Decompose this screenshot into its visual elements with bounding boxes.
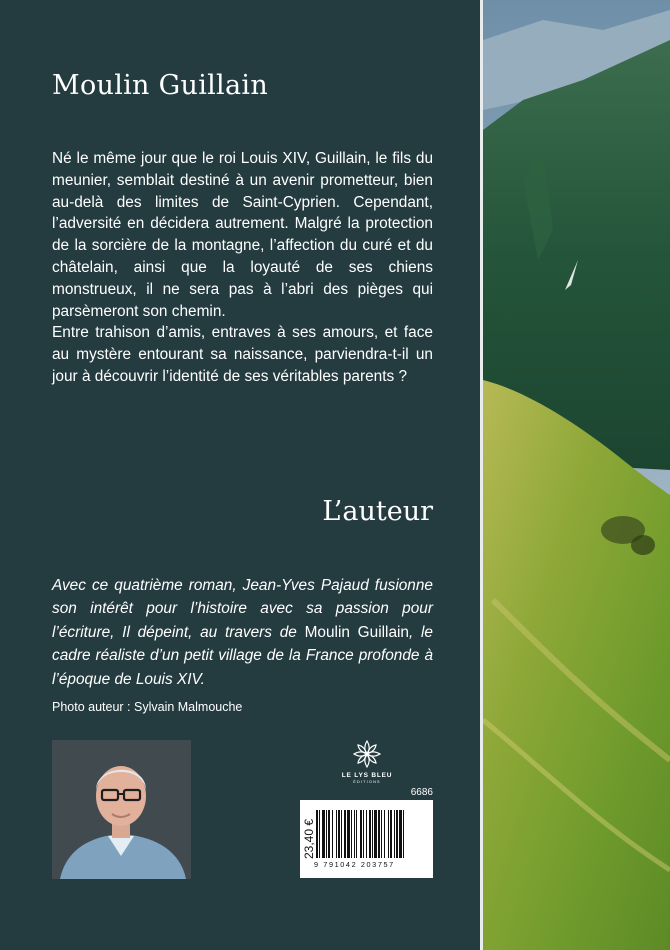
barcode-bar <box>369 810 371 858</box>
barcode <box>314 810 427 860</box>
landscape-photo <box>483 0 670 950</box>
barcode-bar <box>384 810 385 858</box>
price-label: 23,40 € <box>302 818 316 860</box>
barcode-bar <box>347 810 350 858</box>
barcode-bar <box>316 810 318 858</box>
book-title: Moulin Guillain <box>52 70 269 101</box>
barcode-bar <box>354 810 355 858</box>
barcode-bar <box>336 810 337 858</box>
photo-credit: Photo auteur : Sylvain Malmouche <box>52 700 243 714</box>
author-bio-book-title: Moulin Guillain <box>304 623 409 641</box>
barcode-bar <box>381 810 382 858</box>
barcode-box <box>300 800 433 878</box>
barcode-bar <box>378 810 380 858</box>
barcode-bar <box>319 810 320 858</box>
barcode-bar <box>344 810 346 858</box>
author-bio-text: , le cadre réaliste d’un petit village de la France profonde à l’époque de Louis XIV. <box>52 623 433 688</box>
ean-number: 9 791042 203757 <box>314 860 395 869</box>
barcode-bar <box>372 810 373 858</box>
barcode-bar <box>338 810 340 858</box>
barcode-bar <box>322 810 325 858</box>
synopsis-paragraph: Né le même jour que le roi Louis XIV, Guillain, le fils du meunier, semblait destiné à un avenir prometteur, bien au-delà des limites de Saint-Cyprien. Cependant, l’adversité en décidera autrement. Malgré la protection de la sorcière de la montagne, l’affection du curé et du châtelain, ainsi que la loyauté de ses chiens monstrueux, il ne sera pas à l’abri des pièges qui parsèmeront son chemin. <box>52 150 433 320</box>
barcode-bar <box>399 810 402 858</box>
barcode-bar <box>356 810 357 858</box>
barcode-bar <box>360 810 362 858</box>
author-bio-text: Avec ce quatrième roman, Jean-Yves Pajaud fusionne son intérêt pour l’histoire avec sa passion pour l’écriture, Il dépeint, au travers de <box>52 577 433 641</box>
barcode-bar <box>374 810 377 858</box>
lily-flower-icon <box>351 738 383 770</box>
publisher-name: LE LYS BLEU <box>341 772 393 779</box>
barcode-bar <box>390 810 392 858</box>
publisher-sub: ÉDITIONS <box>353 780 381 784</box>
synopsis-paragraph: Entre trahison d’amis, entraves à ses amours, et face au mystère entourant sa naissance, parviendra-t-il un jour à découvrir l’identité de ses véritables parents ? <box>52 324 433 385</box>
barcode-bar <box>328 810 330 858</box>
barcode-bar <box>394 810 395 858</box>
barcode-bar <box>388 810 389 858</box>
barcode-bar <box>366 810 367 858</box>
barcode-bar <box>396 810 398 858</box>
barcode-bar <box>403 810 404 858</box>
product-code: 6686 <box>410 787 433 798</box>
barcode-bar <box>351 810 352 858</box>
barcode-bar <box>341 810 342 858</box>
barcode-bar <box>363 810 364 858</box>
barcode-bar <box>332 810 333 858</box>
synopsis <box>52 148 433 388</box>
publisher-logo <box>336 738 398 784</box>
barcode-bar <box>326 810 327 858</box>
author-portrait <box>52 740 191 879</box>
author-heading: L’auteur <box>322 496 433 527</box>
author-bio <box>52 574 433 691</box>
